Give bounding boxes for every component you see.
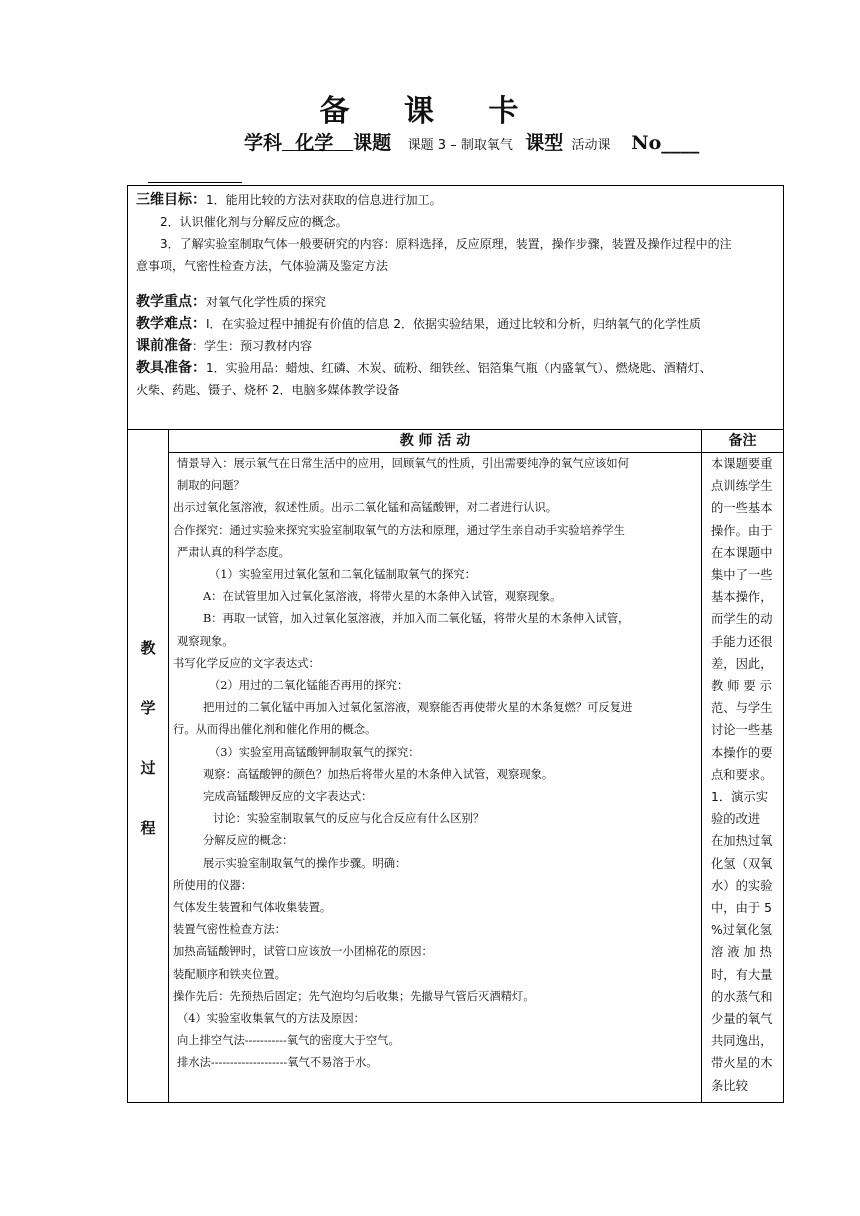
activity-line: 装配顺序和铁夹位置。 xyxy=(173,967,286,981)
note-line: 溶 液 加 热 xyxy=(711,945,772,960)
activity-line: 书写化学反应的文字表达式： xyxy=(173,656,320,670)
note-line: 点和要求。 xyxy=(711,767,773,782)
number-label: No____ xyxy=(631,132,700,154)
activity-line: A：在试管里加入过氧化氢溶液，将带火星的木条伸入试管，观察现象。 xyxy=(203,590,562,604)
activity-line: 分解反应的概念： xyxy=(203,834,294,848)
lesson-card-table xyxy=(127,185,784,1103)
key-point-label: 教学重点： xyxy=(136,294,206,310)
activity-line: 气体发生装置和气体收集装置。 xyxy=(173,901,332,915)
note-line: 化氢（双氧 xyxy=(711,856,773,871)
note-line: 中，由于 5 xyxy=(711,901,772,916)
column-divider-right xyxy=(701,430,702,1102)
activity-line: 把用过的二氧化锰中再加入过氧化氢溶液，观察能否再使带火星的木条复燃？可反复进 xyxy=(203,701,633,715)
note-line: 条比较 xyxy=(711,1078,748,1093)
note-line: 1．演示实 xyxy=(711,790,769,805)
activity-line: 合作探究：通过实验来探究实验室制取氧气的方法和原理，通过学生亲自动手实验培养学生 xyxy=(173,523,625,537)
note-line: 范、与学生 xyxy=(711,701,773,716)
side-char: 程 xyxy=(140,819,156,837)
key-point-value: 对氧气化学性质的探究 xyxy=(206,295,327,309)
note-line: 本操作的要 xyxy=(711,745,773,760)
note-line: 共同逸出， xyxy=(711,1034,773,1049)
note-line: 少量的氧气 xyxy=(711,1012,773,1027)
activity-line: 行。从而得出催化剂和催化作用的概念。 xyxy=(173,723,377,737)
note-line: 基本操作， xyxy=(711,590,773,605)
activity-line: 出示过氧化氢溶液，叙述性质。出示二氧化锰和高锰酸钾，对二者进行认识。 xyxy=(173,501,558,515)
note-line: 的水蒸气和 xyxy=(711,989,773,1004)
note-line: 集中了一些 xyxy=(711,568,773,583)
activity-column-header: 教 师 活 动 xyxy=(399,433,471,449)
notes-column xyxy=(706,453,782,1097)
side-char: 过 xyxy=(140,759,156,777)
note-line: 教 师 要 示 xyxy=(711,679,772,694)
activity-line: 完成高锰酸钾反应的文字表达式： xyxy=(203,790,373,804)
activity-line: 观察现象。 xyxy=(177,634,234,648)
tools-value-b: 火柴、药匙、镊子、烧杯 2．电脑多媒体教学设备 xyxy=(136,383,400,397)
note-line: 操作。由于 xyxy=(711,523,773,538)
subject-label: 学科 xyxy=(244,132,283,154)
activity-line: （1）实验室用过氧化氢和二氧化锰制取氧气的探究： xyxy=(209,568,477,582)
note-line: 差，因此， xyxy=(711,656,773,671)
notes-column-header: 备注 xyxy=(728,433,757,449)
goals-section xyxy=(128,186,783,430)
note-line: 而学生的动 xyxy=(711,612,773,627)
teaching-process-label xyxy=(128,641,168,881)
note-line: 在加热过氧 xyxy=(711,834,773,849)
activity-line: 加热高锰酸钾时，试管口应该放一小团棉花的原因： xyxy=(173,945,433,959)
activity-line: （2）用过的二氧化锰能否再用的探究： xyxy=(209,679,409,693)
goal-3b: 意事项，气密性检查方法，气体验满及鉴定方法 xyxy=(136,259,389,273)
note-line: 的一些基本 xyxy=(711,501,773,516)
activity-line: B：再取一试管，加入过氧化氢溶液，并加入而二氧化锰，将带火星的木条伸入试管， xyxy=(203,612,630,626)
note-line: 时，有大量 xyxy=(711,967,773,982)
activity-line: 严肃认真的科学态度。 xyxy=(177,545,290,559)
goals-label: 三维目标： xyxy=(136,192,206,208)
note-line: 水）的实验 xyxy=(711,878,773,893)
page-title: 备 课 卡 xyxy=(319,94,541,129)
goal-3a: 3．了解实验室制取气体一般要研究的内容：原料选择，反应原理，装置，操作步骤，装置及操作过程中的注 xyxy=(160,237,732,251)
note-line: 在本课题中 xyxy=(711,545,773,560)
activity-line: 装置气密性检查方法： xyxy=(173,923,286,937)
activity-line: 情景导入：展示氧气在日常生活中的应用，回顾氧气的性质，引出需要纯净的氧气应该如何 xyxy=(177,457,629,470)
type-value: 活动课 xyxy=(571,138,611,153)
activity-line: 制取的问题？ xyxy=(177,479,245,493)
note-line: 讨论一些基 xyxy=(711,723,773,738)
activity-line: （3）实验室用高锰酸钾制取氧气的探究： xyxy=(209,745,420,759)
note-line: 点训练学生 xyxy=(711,479,773,494)
activity-line: 展示实验室制取氧气的操作步骤。明确： xyxy=(203,856,407,870)
side-char: 教 xyxy=(140,639,156,657)
prep-label: 课前准备 xyxy=(136,338,192,354)
tools-label: 教具准备： xyxy=(136,360,206,376)
prep-value: ：学生：预习教材内容 xyxy=(192,339,313,353)
activity-line: 向上排空气法-----------氧气的密度大于空气。 xyxy=(177,1034,400,1048)
note-line: 验的改进 xyxy=(711,812,761,827)
header-rule xyxy=(148,182,242,183)
activity-line: 操作先后：先预热后固定；先气泡均匀后收集；先撤导气管后灭酒精灯。 xyxy=(173,989,535,1003)
subject-value: 化学 xyxy=(295,132,334,154)
note-line: %过氧化氢 xyxy=(711,923,772,938)
topic-value: 课题 3 – 制取氧气 xyxy=(407,138,513,153)
goal-2: 2．认识催化剂与分解反应的概念。 xyxy=(160,215,348,229)
tools-value-a: 1．实验用品：蜡烛、红磷、木炭、硫粉、细铁丝、铝箔集气瓶（内盛氧气）、燃烧匙、酒精灯、 xyxy=(206,361,712,375)
activity-line: （4）实验室收集氧气的方法及原因： xyxy=(177,1012,365,1026)
goal-1: 1．能用比较的方法对获取的信息进行加工。 xyxy=(206,193,442,207)
activity-line: 观察：高锰酸钾的颜色？加热后将带火星的木条伸入试管，观察现象。 xyxy=(203,767,554,781)
activity-line: 所使用的仪器： xyxy=(173,878,253,892)
activity-line: 排水法--------------------氧气不易溶于水。 xyxy=(177,1056,378,1070)
subject-line xyxy=(244,128,699,155)
type-label: 课型 xyxy=(525,132,564,154)
side-char: 学 xyxy=(140,699,156,717)
activity-line: 讨论：实验室制取氧气的反应与化合反应有什么区别？ xyxy=(213,812,485,826)
teacher-activity xyxy=(169,453,701,1075)
note-line: 本课题要重 xyxy=(711,457,773,471)
note-line: 手能力还很 xyxy=(711,634,773,649)
difficult-point-value: I．在实验过程中捕捉有价值的信息 2．依据实验结果，通过比较和分析，归纳氧气的化学性质 xyxy=(206,317,701,331)
topic-label: 课题 xyxy=(353,132,392,154)
difficult-point-label: 教学难点： xyxy=(136,316,206,332)
note-line: 带火星的木 xyxy=(711,1056,773,1071)
